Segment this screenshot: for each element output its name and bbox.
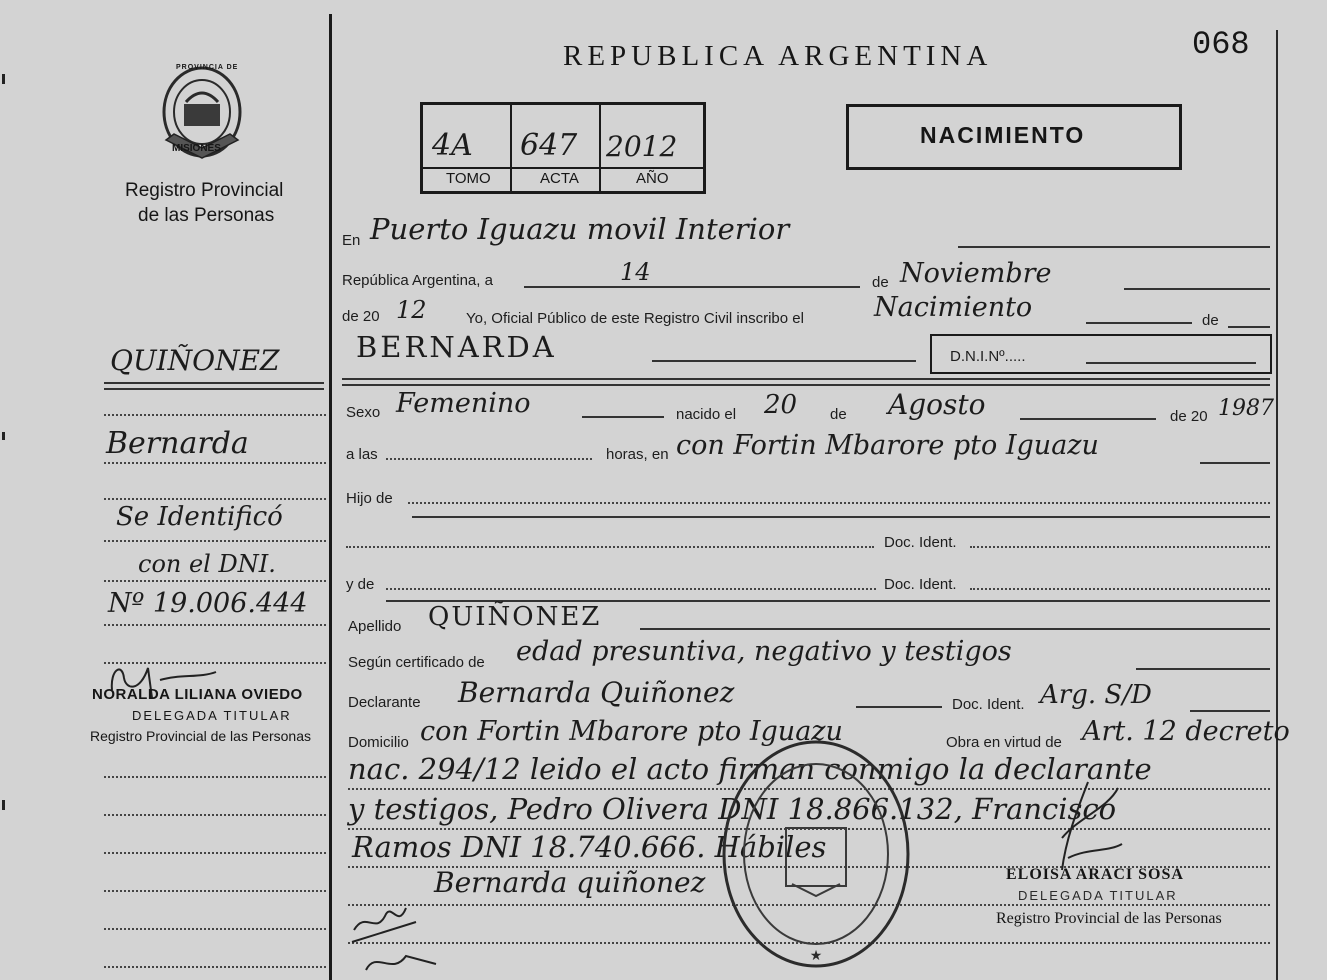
yde-label: y de (346, 576, 375, 593)
obra-value: Art. 12 decreto (1082, 716, 1290, 747)
record-box-col-divider (510, 102, 512, 194)
field-line (1190, 710, 1270, 712)
official-title: DELEGADA TITULAR (1018, 888, 1178, 903)
de-label: de (872, 274, 889, 291)
field-line (524, 286, 860, 288)
domicilio-label: Domicilio (348, 734, 409, 751)
text-line-2: y testigos, Pedro Olivera DNI 18.866.132, Francisco (348, 792, 1117, 826)
obra-label: Obra en virtud de (946, 734, 1062, 751)
margin-dots (104, 814, 326, 816)
declarante-value: Bernarda Quiñonez (458, 676, 735, 709)
margin-note-3: Nº 19.006.444 (108, 588, 308, 619)
inscribe-value: Nacimiento (874, 292, 1033, 323)
anio-value: 2012 (606, 130, 678, 163)
declarante-doc-value: Arg. S/D (1040, 680, 1152, 710)
field-dots (408, 502, 1270, 504)
folio-number: 068 (1192, 26, 1250, 63)
margin-surname: QUIÑONEZ (110, 344, 280, 377)
seal-top-text: PROVINCIA DE (176, 64, 239, 71)
acta-label: ACTA (540, 170, 579, 187)
margin-dots (104, 414, 326, 416)
de20-label: de 20 (342, 308, 380, 325)
de-label-2: de (1202, 312, 1219, 329)
yo-label: Yo, Oficial Público de este Registro Civil inscribo el (466, 310, 804, 327)
margin-dots (104, 580, 326, 582)
field-dots (970, 588, 1270, 590)
de20-label-2: de 20 (1170, 408, 1208, 425)
field-line (582, 416, 664, 418)
margin-underline (104, 388, 324, 390)
field-line (412, 516, 1270, 518)
margin-dots (104, 890, 326, 892)
official-signature-icon (1048, 778, 1128, 878)
text-line-1: nac. 294/12 leido el acto firman conmigo la declarante (348, 752, 1152, 786)
registry-name: Registro Provincial (125, 180, 284, 201)
margin-dots (104, 540, 326, 542)
record-box-row-divider (420, 167, 706, 169)
birth-day-value: 20 (764, 390, 798, 420)
declarante-signature: Bernarda quiñonez (434, 866, 706, 899)
field-line (1200, 462, 1270, 464)
republica-label: República Argentina, a (342, 272, 493, 289)
act-type-label: NACIMIENTO (920, 122, 1086, 148)
margin-underline (104, 382, 324, 384)
doc-ident-label-3: Doc. Ident. (952, 696, 1025, 713)
domicilio-value: con Fortin Mbarore pto Iguazu (420, 716, 843, 747)
birth-year-value: 1987 (1218, 396, 1274, 421)
birth-place-value: con Fortin Mbarore pto Iguazu (676, 430, 1099, 461)
section-divider (342, 384, 1270, 386)
margin-dots (104, 966, 326, 968)
margin-dots (104, 852, 326, 854)
field-line (1086, 322, 1192, 324)
hijo-label: Hijo de (346, 490, 393, 507)
horas-label: horas, en (606, 446, 669, 463)
margin-dots (104, 776, 326, 778)
birth-month-value: Agosto (888, 388, 986, 421)
place-value: Puerto Iguazu movil Interior (370, 212, 790, 246)
declarante-label: Declarante (348, 694, 421, 711)
witness-signature-icon (346, 900, 446, 980)
left-edge-mark (2, 74, 5, 84)
acta-value: 647 (520, 128, 578, 163)
field-dots (386, 458, 592, 460)
text-line-3: Ramos DNI 18.740.666. Hábiles (352, 830, 827, 864)
de-label-3: de (830, 406, 847, 423)
official-registry: Registro Provincial de las Personas (996, 910, 1222, 927)
country-title: REPUBLICA ARGENTINA (563, 40, 993, 72)
sexo-value: Femenino (396, 388, 531, 419)
margin-dots (104, 928, 326, 930)
tomo-label: TOMO (446, 170, 491, 187)
certificado-value: edad presuntiva, negativo y testigos (516, 636, 1012, 667)
left-edge-mark (2, 800, 5, 810)
apellido-label: Apellido (348, 618, 402, 635)
field-line (856, 706, 942, 708)
official-stamp-icon (716, 734, 916, 974)
field-dots (346, 546, 874, 548)
margin-dots (104, 498, 326, 500)
margin-note-1: Se Identificó (116, 502, 283, 532)
year-suffix-value: 12 (396, 296, 427, 324)
field-line (958, 246, 1270, 248)
month-value: Noviembre (900, 258, 1052, 289)
section-divider (342, 378, 1270, 380)
doc-ident-label: Doc. Ident. (884, 534, 957, 551)
field-line (640, 628, 1270, 630)
field-line (1124, 288, 1270, 290)
left-column-divider (329, 14, 332, 980)
dni-label: D.N.I.Nº..... (950, 348, 1026, 365)
margin-note-2: con el DNI. (138, 550, 276, 578)
field-dots (970, 546, 1270, 548)
svg-text:★: ★ (809, 948, 823, 964)
child-name-value: BERNARDA (356, 330, 557, 364)
field-line (1136, 668, 1270, 670)
registry-name-2: de las Personas (138, 205, 275, 226)
nacido-label: nacido el (676, 406, 737, 423)
field-line (1020, 418, 1156, 420)
delegate-title: DELEGADA TITULAR (132, 708, 292, 723)
field-line (652, 360, 916, 362)
en-label: En (342, 232, 361, 249)
field-line (1228, 326, 1270, 328)
left-edge-mark (2, 432, 5, 440)
official-name: ELOISA ARACI SOSA (1006, 866, 1184, 883)
alas-label: a las (346, 446, 378, 463)
segun-label: Según certificado de (348, 654, 485, 671)
margin-dots (104, 624, 326, 626)
seal-bottom-text: MISIONES (172, 143, 221, 154)
sexo-label: Sexo (346, 404, 381, 421)
record-box-col-divider (599, 102, 601, 194)
apellido-value: QUIÑONEZ (428, 602, 602, 632)
delegate-registry: Registro Provincial de las Personas (90, 728, 311, 744)
margin-dots (104, 462, 326, 464)
tomo-value: 4A (432, 128, 473, 163)
field-line (1086, 362, 1256, 364)
doc-ident-label-2: Doc. Ident. (884, 576, 957, 593)
day-value: 14 (620, 258, 651, 286)
anio-label: AÑO (636, 170, 669, 187)
margin-given-name: Bernarda (106, 426, 249, 461)
delegate-name: NORALDA LILIANA OVIEDO (92, 686, 303, 703)
right-border (1276, 30, 1278, 980)
field-dots (386, 588, 876, 590)
